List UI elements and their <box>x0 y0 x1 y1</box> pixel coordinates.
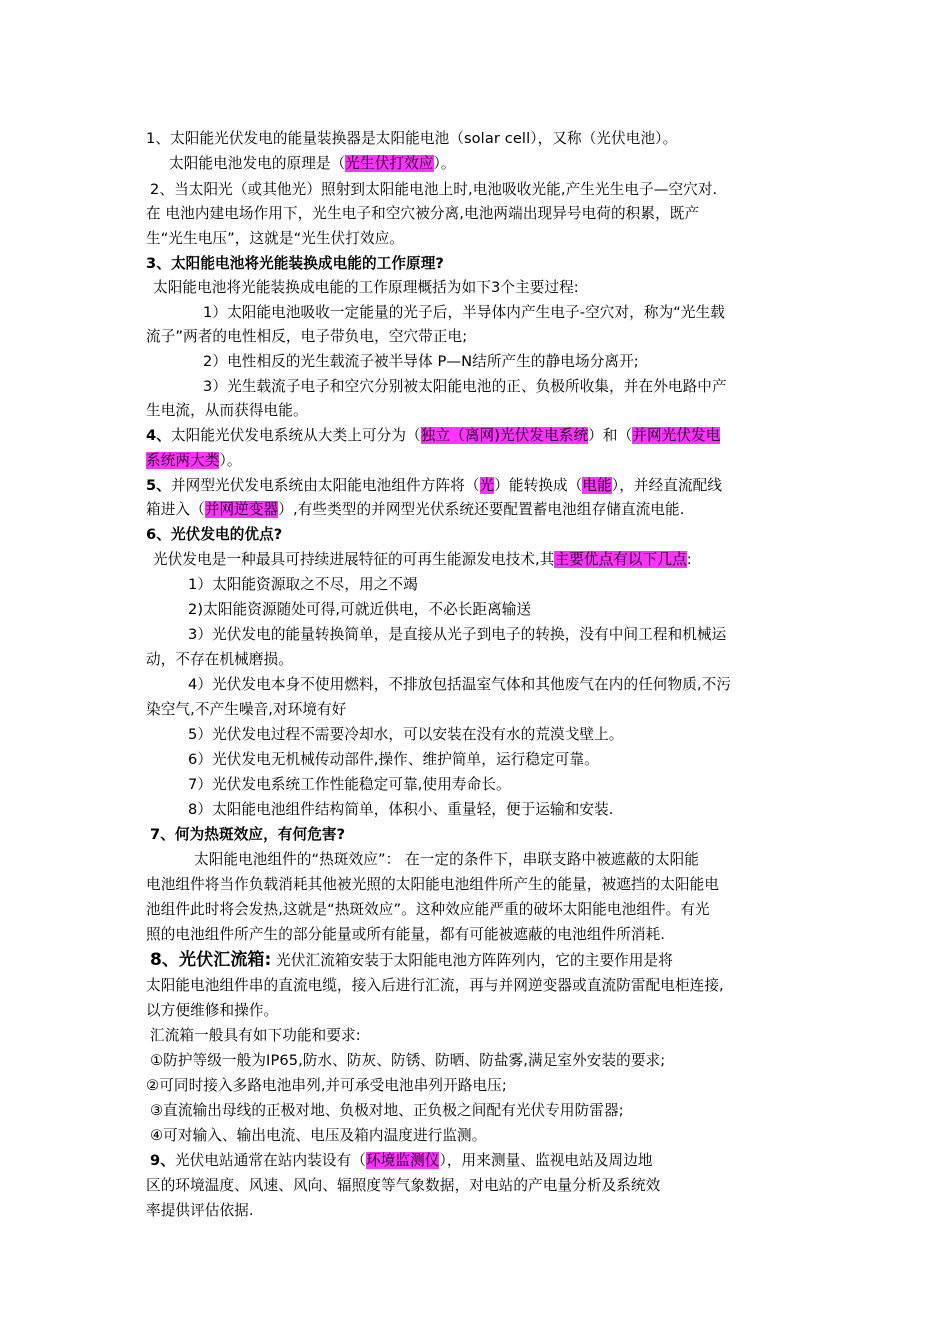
text-segment: 光伏汇流箱安装于太阳能电池方阵阵列内，它的主要作用是将 <box>271 952 673 969</box>
text-segment: 照的电池组件所产生的部分能量或所有能量，都有可能被遮蔽的电池组件所消耗. <box>146 926 666 943</box>
text-segment: 7）光伏发电系统工作性能稳定可靠,使用寿命长。 <box>188 776 511 793</box>
text-line <box>146 1201 254 1221</box>
highlighted-text: 主要优点有以下几点 <box>554 551 687 568</box>
text-line <box>188 800 614 820</box>
text-segment: 区的环境温度、风速、风向、辐照度等气象数据，对电站的产电量分析及系统效 <box>146 1177 661 1194</box>
text-line <box>146 229 404 249</box>
text-segment: 并网型光伏发电系统由太阳能电池组件方阵将（ <box>170 477 480 494</box>
text-segment: ②可同时接入多路电池串列,并可承受电池串列开路电压; <box>146 1077 507 1094</box>
text-segment: 3）光生载流子电子和空穴分别被太阳能电池的正、负极所收集，并在外电路中产 <box>203 378 727 395</box>
text-line <box>146 254 444 274</box>
highlighted-text: 环境监测仪 <box>365 1152 440 1169</box>
text-segment: : <box>686 551 692 568</box>
text-segment: 3）光伏发电的能量转换简单，是直接从光子到电子的转换，没有中间工程和机械运 <box>188 626 727 643</box>
text-segment: 5、 <box>146 477 171 494</box>
text-line <box>146 476 722 496</box>
text-line <box>203 303 725 323</box>
text-line <box>150 825 345 845</box>
text-line <box>146 204 699 224</box>
text-line <box>150 1151 653 1171</box>
text-segment: 9、 <box>150 1152 175 1169</box>
text-line <box>146 976 724 996</box>
text-line <box>203 377 727 397</box>
text-segment: 生“光生电压”，这就是“光生伏打效应。 <box>146 230 405 247</box>
text-line <box>146 1176 660 1196</box>
text-line <box>146 401 308 421</box>
text-line <box>188 625 726 645</box>
text-segment: 4）光伏发电本身不使用燃料，不排放包括温室气体和其他废气在内的任何物质,不污 <box>188 676 732 693</box>
highlighted-text: 光生伏打效应 <box>345 155 434 172</box>
text-line <box>146 925 665 945</box>
highlighted-text: 光 <box>479 477 495 494</box>
text-segment: 8、光伏汇流箱: <box>150 950 272 970</box>
text-line <box>150 1126 486 1146</box>
text-segment: 2、当太阳光（或其他光）照射到太阳能电池上时,电池吸收光能,产生光生电子—空穴对. <box>150 181 718 198</box>
text-segment: 太阳能光伏发电系统从大类上可分为（ <box>170 427 421 444</box>
text-segment: ①防护等级一般为IP65,防水、防灰、防锈、防晒、防盐雾,满足室外安装的要求; <box>150 1052 666 1069</box>
highlighted-text: 并网逆变器 <box>204 501 279 518</box>
text-line <box>188 675 731 695</box>
text-segment: 箱进入（ <box>146 501 205 518</box>
text-segment: ）和（ <box>588 427 633 444</box>
text-line <box>146 650 293 670</box>
text-segment: 流子”两者的电性相反，电子带负电，空穴带正电; <box>146 328 468 345</box>
text-segment: 4、 <box>146 427 171 444</box>
text-segment: 生电流，从而获得电能。 <box>146 402 308 419</box>
text-line <box>146 129 677 149</box>
text-line <box>150 1101 624 1121</box>
text-line <box>146 700 347 720</box>
text-line <box>188 600 531 620</box>
highlighted-text: 系统两大类 <box>146 452 220 469</box>
text-line <box>153 550 692 570</box>
text-segment: 太阳能电池发电的原理是（ <box>169 155 346 172</box>
text-segment: ），并经直流配线 <box>611 477 723 494</box>
text-line <box>203 352 639 372</box>
text-segment: 池组件此时将会发热,这就是“热斑效应”。这种效应能严重的破坏太阳能电池组件。有光 <box>146 901 710 918</box>
text-line <box>169 154 456 174</box>
text-segment: 6、光伏发电的优点? <box>146 526 283 543</box>
text-segment: 率提供评估依据. <box>146 1202 254 1219</box>
highlighted-text: 电能 <box>582 477 612 494</box>
text-line <box>146 900 710 920</box>
text-line <box>146 451 242 471</box>
text-segment: ），用来测量、监视电站及周边地 <box>439 1152 653 1169</box>
text-line <box>150 1026 361 1046</box>
text-line <box>188 750 599 770</box>
text-line <box>150 1051 665 1071</box>
text-line <box>188 575 418 595</box>
text-line <box>150 180 717 200</box>
text-segment: 6）光伏发电无机械传动部件,操作、维护简单，运行稳定可靠。 <box>188 751 599 768</box>
text-segment: 2)太阳能资源随处可得,可就近供电，不必长距离输送 <box>188 601 532 618</box>
text-segment: 8）太阳能电池组件结构简单，体积小、重量轻，便于运输和安装. <box>188 801 614 818</box>
text-line <box>153 278 579 298</box>
text-segment: 太阳能电池组件串的直流电缆，接入后进行汇流，再与并网逆变器或直流防雷配电柜连接, <box>146 977 724 994</box>
text-segment: 1）太阳能资源取之不尽，用之不竭 <box>188 576 418 593</box>
text-segment: 7、何为热斑效应，有何危害? <box>150 826 346 843</box>
text-segment: 在 电池内建电场作用下，光生电子和空穴被分离,电池两端出现异号电荷的积累，既产 <box>146 205 700 222</box>
text-segment: 1、太阳能光伏发电的能量装换器是太阳能电池（solar cell），又称（光伏电池）。 <box>146 130 678 147</box>
text-segment: 2）电性相反的光生载流子被半导体 P—N结所产生的静电场分离开; <box>203 353 639 370</box>
text-segment: ）能转换成（ <box>494 477 583 494</box>
text-line <box>146 875 719 895</box>
text-line <box>146 525 282 545</box>
text-segment: ）。 <box>433 155 456 172</box>
text-segment: ④可对输入、输出电流、电压及箱内温度进行监测。 <box>150 1127 487 1144</box>
text-segment: 以方便维修和操作。 <box>146 1002 279 1019</box>
text-segment: ③直流输出母线的正极对地、负极对地、正负极之间配有光伏专用防雷器; <box>150 1102 624 1119</box>
text-segment: 汇流箱一般具有如下功能和要求: <box>150 1027 361 1044</box>
text-segment: 光伏电站通常在站内装设有（ <box>174 1152 366 1169</box>
text-segment: 光伏发电是一种最具可持续进展特征的可再生能源发电技术,其 <box>153 551 555 568</box>
text-line <box>150 950 673 971</box>
text-segment: 动，不存在机械磨损。 <box>146 651 293 668</box>
highlighted-text: 独立（离网)光伏发电系统 <box>420 427 589 444</box>
text-segment: 3、太阳能电池将光能装换成电能的工作原理? <box>146 255 445 272</box>
text-line <box>146 500 684 520</box>
text-segment: 染空气,不产生噪音,对环境有好 <box>146 701 347 718</box>
highlighted-text: 并网光伏发电 <box>632 427 721 444</box>
text-line <box>194 850 699 870</box>
text-segment: ）。 <box>219 452 242 469</box>
text-segment: 5）光伏发电过程不需要冷却水，可以安装在没有水的荒漠戈壁上。 <box>188 726 624 743</box>
text-line <box>146 327 467 347</box>
text-segment: 太阳能电池将光能装换成电能的工作原理概括为如下3个主要过程: <box>153 279 579 296</box>
text-line <box>146 426 720 446</box>
text-line <box>146 1076 507 1096</box>
text-line <box>188 775 511 795</box>
text-line <box>188 725 624 745</box>
text-line <box>146 1001 278 1021</box>
text-segment: 电池组件将当作负载消耗其他被光照的太阳能电池组件所产生的能量，被遮挡的太阳能电 <box>146 876 720 893</box>
text-segment: ）,有些类型的并网型光伏系统还要配置蓄电池组存储直流电能. <box>278 501 685 518</box>
text-segment: 1）太阳能电池吸收一定能量的光子后，半导体内产生电子-空穴对，称为“光生载 <box>203 304 726 321</box>
text-segment: 太阳能电池组件的“热斑效应”： 在一定的条件下，串联支路中被遮蔽的太阳能 <box>194 851 699 868</box>
